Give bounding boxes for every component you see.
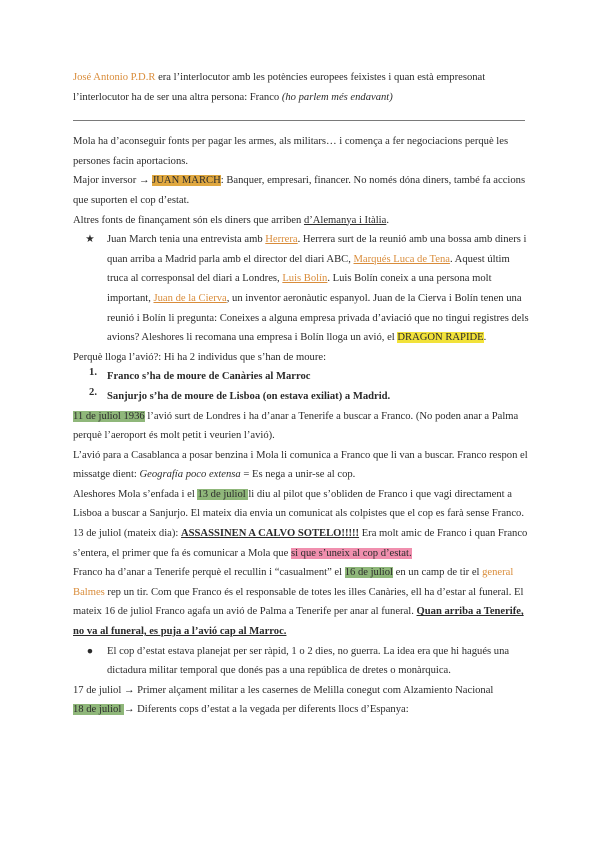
paragraph-text: : Banquer, empresari, financer. No només dóna diners, també fa accions que suporten el cop d’estat.: [73, 175, 526, 206]
underlined-text: d’Alemanya i Itàlia: [303, 214, 387, 226]
link-luis-bolin[interactable]: Luis Bolín: [282, 273, 328, 285]
paragraph-13-juliol: [73, 485, 533, 524]
horizontal-divider: [73, 120, 525, 121]
link-general-balmes[interactable]: general Balmes: [73, 567, 514, 598]
paragraph-casablanca: [73, 446, 533, 485]
star-bullet-item: [73, 230, 533, 348]
paragraph-text: en un camp de tir el: [392, 567, 483, 579]
paragraph-17-juliol: 17 de juliol → Primer alçament militar a les casernes de Melilla conegut com Alzamiento Nacional: [73, 684, 494, 696]
document-body: [73, 68, 533, 720]
link-juan-de-la-cierva[interactable]: Juan de la Cierva: [153, 292, 227, 304]
paragraph-text: L’avió para a Casablanca a posar benzina i Mola li comunica a Franco que li van a buscar. Franco respon el missatge dient:: [73, 449, 528, 481]
list-item-text: Franco s’ha de moure de Canàries al Marroc: [107, 371, 311, 383]
paragraph-text: Juan March tenia una entrevista amb: [107, 234, 266, 246]
paragraph-text: Major inversor →: [73, 175, 153, 187]
paragraph-mola-fonts: Mola ha d’aconseguir fonts per pagar les armes, als militars… i comença a fer negociacions perquè les persones facin aportacions.: [73, 136, 509, 167]
link-herrera[interactable]: Herrera: [265, 234, 298, 246]
highlight-pink: si que s’uneix al cop d’estat.: [290, 547, 412, 559]
paragraph-text: = Es nega a unir-se al cop.: [240, 469, 356, 481]
paragraph-text: . Aquest últim truca al corresponsal del diari a Londres,: [107, 253, 510, 285]
paragraph-text: → Diferents cops d’estat a la vegada per diferents llocs d’Espanya:: [123, 704, 409, 716]
paragraph-text: Altres fonts de finançament són els diners que arriben: [73, 214, 304, 226]
highlight-juan-march: JUAN MARCH: [152, 175, 221, 187]
paragraph-text: . Luis Bolín coneix a una persona molt important,: [107, 273, 492, 304]
paragraph-text: rep un tir. Com que Franco és el responsable de totes les illes Canàries, ell ha d’estar al funeral. El mateix 16 de juliol Franco agafa un avió de Palma a Tenerife per anar al funeral.: [73, 586, 524, 618]
name-jose-antonio: José Antonio P.D.R: [73, 72, 156, 83]
paragraph-tenerife: [73, 563, 533, 641]
highlight-date: 16 de juliol: [344, 567, 393, 579]
highlight-date: 11 de juliol 1936: [73, 410, 145, 422]
italic-quote: Geografía poco extensa: [139, 469, 241, 481]
paragraph-text: l’avió surt de Londres i ha d’anar a Tenerife a buscar a Franco. (No poden anar a Palma perquè l’aeroport és molt petit i veurien l’avió).: [73, 410, 519, 442]
paragraph-major-inversor: [73, 171, 533, 210]
bullet-dot-icon: ●: [86, 645, 94, 657]
dot-bullet-text: El cop d’estat estava planejat per ser ràpid, 1 o 2 dies, no guerra. La idea era que hi hagués una dictadura militar temporal que donés pas a una república de dretes o monàrquica.: [107, 645, 510, 677]
bold-underlined-text: Quan arriba a Tenerife, no va al funeral, es puja a l’avió cap al Marroc.: [73, 606, 524, 638]
highlight-date: 13 de juliol: [197, 488, 249, 500]
numbered-item-1: [73, 367, 533, 387]
paragraph-text: Franco ha d’anar a Tenerife perquè el recullin i “casualment” el: [73, 567, 345, 579]
list-number: 1.: [89, 367, 97, 379]
paragraph-18-juliol: [73, 700, 533, 720]
bold-underlined-text: ASSASSINEN A CALVO SOTELO!!!!!: [180, 528, 360, 540]
paragraph-calvo-sotelo: [73, 524, 533, 563]
star-bullet-text: [107, 230, 533, 348]
dot-bullet-item: [73, 642, 533, 681]
italic-note: (ho parlem més endavant): [281, 91, 393, 103]
paragraph-text: .: [386, 214, 389, 226]
paragraph-text: li diu al pilot que s’obliden de Franco i que vagi directament a Lisboa a buscar a Sanjurjo. El mateix dia envia un comunicat als colpistes que el cop es farà sense Franco.: [73, 488, 524, 520]
list-number: 2.: [89, 386, 97, 398]
numbered-item-2: [73, 387, 533, 407]
paragraph-text: , un inventor aeronàutic espanyol. Juan de la Cierva i Bolín tenen una reunió i Bolín li pregunta: Coneixes a alguna empresa privada d’aviació que no tingui registres dels avions? Aleshores li recomana una empresa i Bolín lloga un avió, el: [107, 292, 529, 344]
paragraph-text: . Herrera surt de la reunió amb una bossa amb diners i quan arriba a Madrid parla amb el director del diari ABC,: [107, 234, 527, 265]
paragraph-11-juliol: [73, 407, 533, 446]
paragraph-jose-antonio: [73, 68, 533, 107]
paragraph-text: Aleshores Mola s’enfada i el: [73, 488, 198, 500]
paragraph-text: 13 de juliol (mateix dia):: [73, 528, 181, 540]
paragraph-text: Era molt amic de Franco i quan Franco s’entera, el primer que fa és comunicar a Mola que: [73, 528, 528, 559]
paragraph-text: era l’interlocutor amb les potències europees feixistes i quan està empresonat l’interlocutor ha de ser una altra persona: Franco: [73, 72, 486, 103]
paragraph-text: .: [483, 332, 487, 344]
list-item-text: Sanjurjo s’ha de moure de Lisboa (on estava exiliat) a Madrid.: [107, 390, 391, 402]
highlight-date: 18 de juliol: [73, 704, 124, 716]
paragraph-altres-fonts: [73, 211, 533, 231]
highlight-dragon-rapide: DRAGON RAPIDE: [397, 332, 484, 344]
link-marques-luca-de-tena[interactable]: Marqués Luca de Tena: [353, 253, 450, 265]
star-icon: ★: [85, 234, 95, 246]
paragraph-perque-lloga: Perquè lloga l’avió?: Hi ha 2 individus que s’han de moure:: [73, 351, 327, 363]
